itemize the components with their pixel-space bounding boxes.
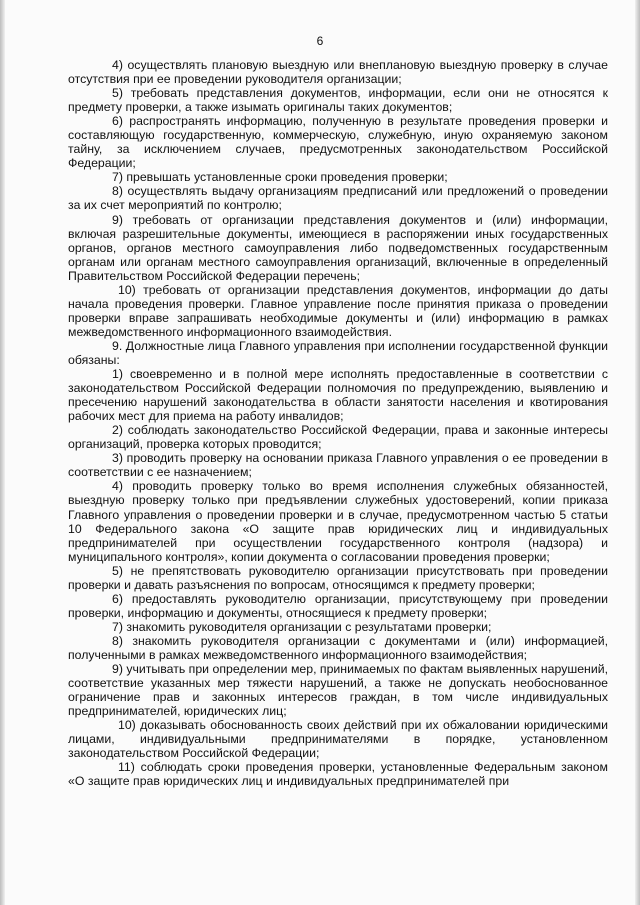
paragraph-duty-8: 8) знакомить руководителя организации с документами и (или) информацией, полученными в рамках межведомственного информационного взаимодействия; — [68, 633, 608, 662]
paragraph-duty-3: 3) проводить проверку на основании приказа Главного управления о ее проведении в соответствии с ее назначением; — [68, 451, 608, 480]
paragraph-duty-11: 11) соблюдать сроки проведения проверки, установленные Федеральным законом «О защите прав юридических лиц и индивидуальных предпринимателей при — [68, 760, 608, 789]
paragraph-restriction-10: 10) требовать от организации представления документов, информации до даты начала проведения проверки. Главное управление после принятия приказа о проведении проверки вправе запрашивать необходимые документы и (или) информацию в рамках межведомственного информационного взаимодействия. — [68, 282, 608, 339]
paragraph-restriction-9: 9) требовать от организации представления документов и (или) информации, включая разрешительные документы, имеющиеся в распоряжении иных государственных органов, органов местного самоуправления либо подведомственных государственным органам или органам местного самоуправления организаций, включенные в определенный Правительством Российской Федерации перечень; — [68, 212, 608, 283]
paragraph-duty-6: 6) предоставлять руководителю организации, присутствующему при проведении проверки, информацию и документы, относящиеся к предмету проверки; — [68, 591, 608, 620]
page-number: 6 — [316, 34, 324, 48]
paragraph-restriction-5: 5) требовать представления документов, информации, если они не относятся к предмету проверки, а также изымать оригиналы таких документов; — [68, 86, 608, 115]
paragraph-duty-4: 4) проводить проверку только во время исполнения служебных обязанностей, выездную проверку только при предъявлении служебных удостоверений, копии приказа Главного управления о проведении проверки и в случае, предусмотренном частью 5 статьи 10 Федерального закона «О защите прав юридических лиц и индивидуальных предпринимателей при осуществлении государственного контроля (надзора) и муниципального контроля», копии документа о согласовании проведения проверки; — [68, 479, 608, 564]
paragraph-duty-7: 7) знакомить руководителя организации с результатами проверки; — [112, 619, 492, 634]
paragraph-duty-1: 1) своевременно и в полной мере исполнять предоставленные в соответствии с законодательством Российской Федерации полномочия по предупреждению, выявлению и пресечению нарушений законодательства в области занятости населения и квотирования рабочих мест для приема на работу инвалидов; — [68, 367, 608, 424]
paragraph-restriction-4: 4) осуществлять плановую выездную или внеплановую выездную проверку в случае отсутствия при ее проведении руководителя организации; — [68, 58, 608, 87]
scan-edge-left — [0, 0, 5, 905]
paragraph-restriction-6: 6) распространять информацию, полученную в результате проведения проверки и составляющую государственную, коммерческую, служебную, иную охраняемую законом тайну, за исключением случаев, предусмотренных законодательством Российской Федерации; — [68, 114, 608, 171]
paragraph-restriction-7: 7) превышать установленные сроки проведения проверки; — [112, 170, 448, 185]
paragraph-restriction-8: 8) осуществлять выдачу организациям предписаний или предложений о проведении за их счет мероприятий по контролю; — [68, 184, 608, 213]
paragraph-duty-5: 5) не препятствовать руководителю организации присутствовать при проведении проверки и давать разъяснения по вопросам, относящимся к предмету проверки; — [68, 563, 608, 592]
paragraph-duty-2: 2) соблюдать законодательство Российской Федерации, права и законные интересы организаций, проверка которых проводится; — [68, 423, 608, 452]
document-body — [68, 58, 608, 788]
paragraph-duty-10: 10) доказывать обоснованность своих действий при их обжаловании юридическими лицами, индивидуальными предпринимателями в порядке, установленном законодательством Российской Федерации; — [68, 718, 608, 761]
paragraph-duty-9: 9) учитывать при определении мер, принимаемых по фактам выявленных нарушений, соответствие указанных мер тяжести нарушений, а также не допускать необоснованное ограничение прав и законных интересов граждан, в том числе индивидуальных предпринимателей, юридических лиц; — [68, 662, 608, 719]
paragraph-section-9: 9. Должностные лица Главного управления при исполнении государственной функции обязаны: — [68, 338, 608, 367]
scan-edge-right — [635, 0, 640, 905]
